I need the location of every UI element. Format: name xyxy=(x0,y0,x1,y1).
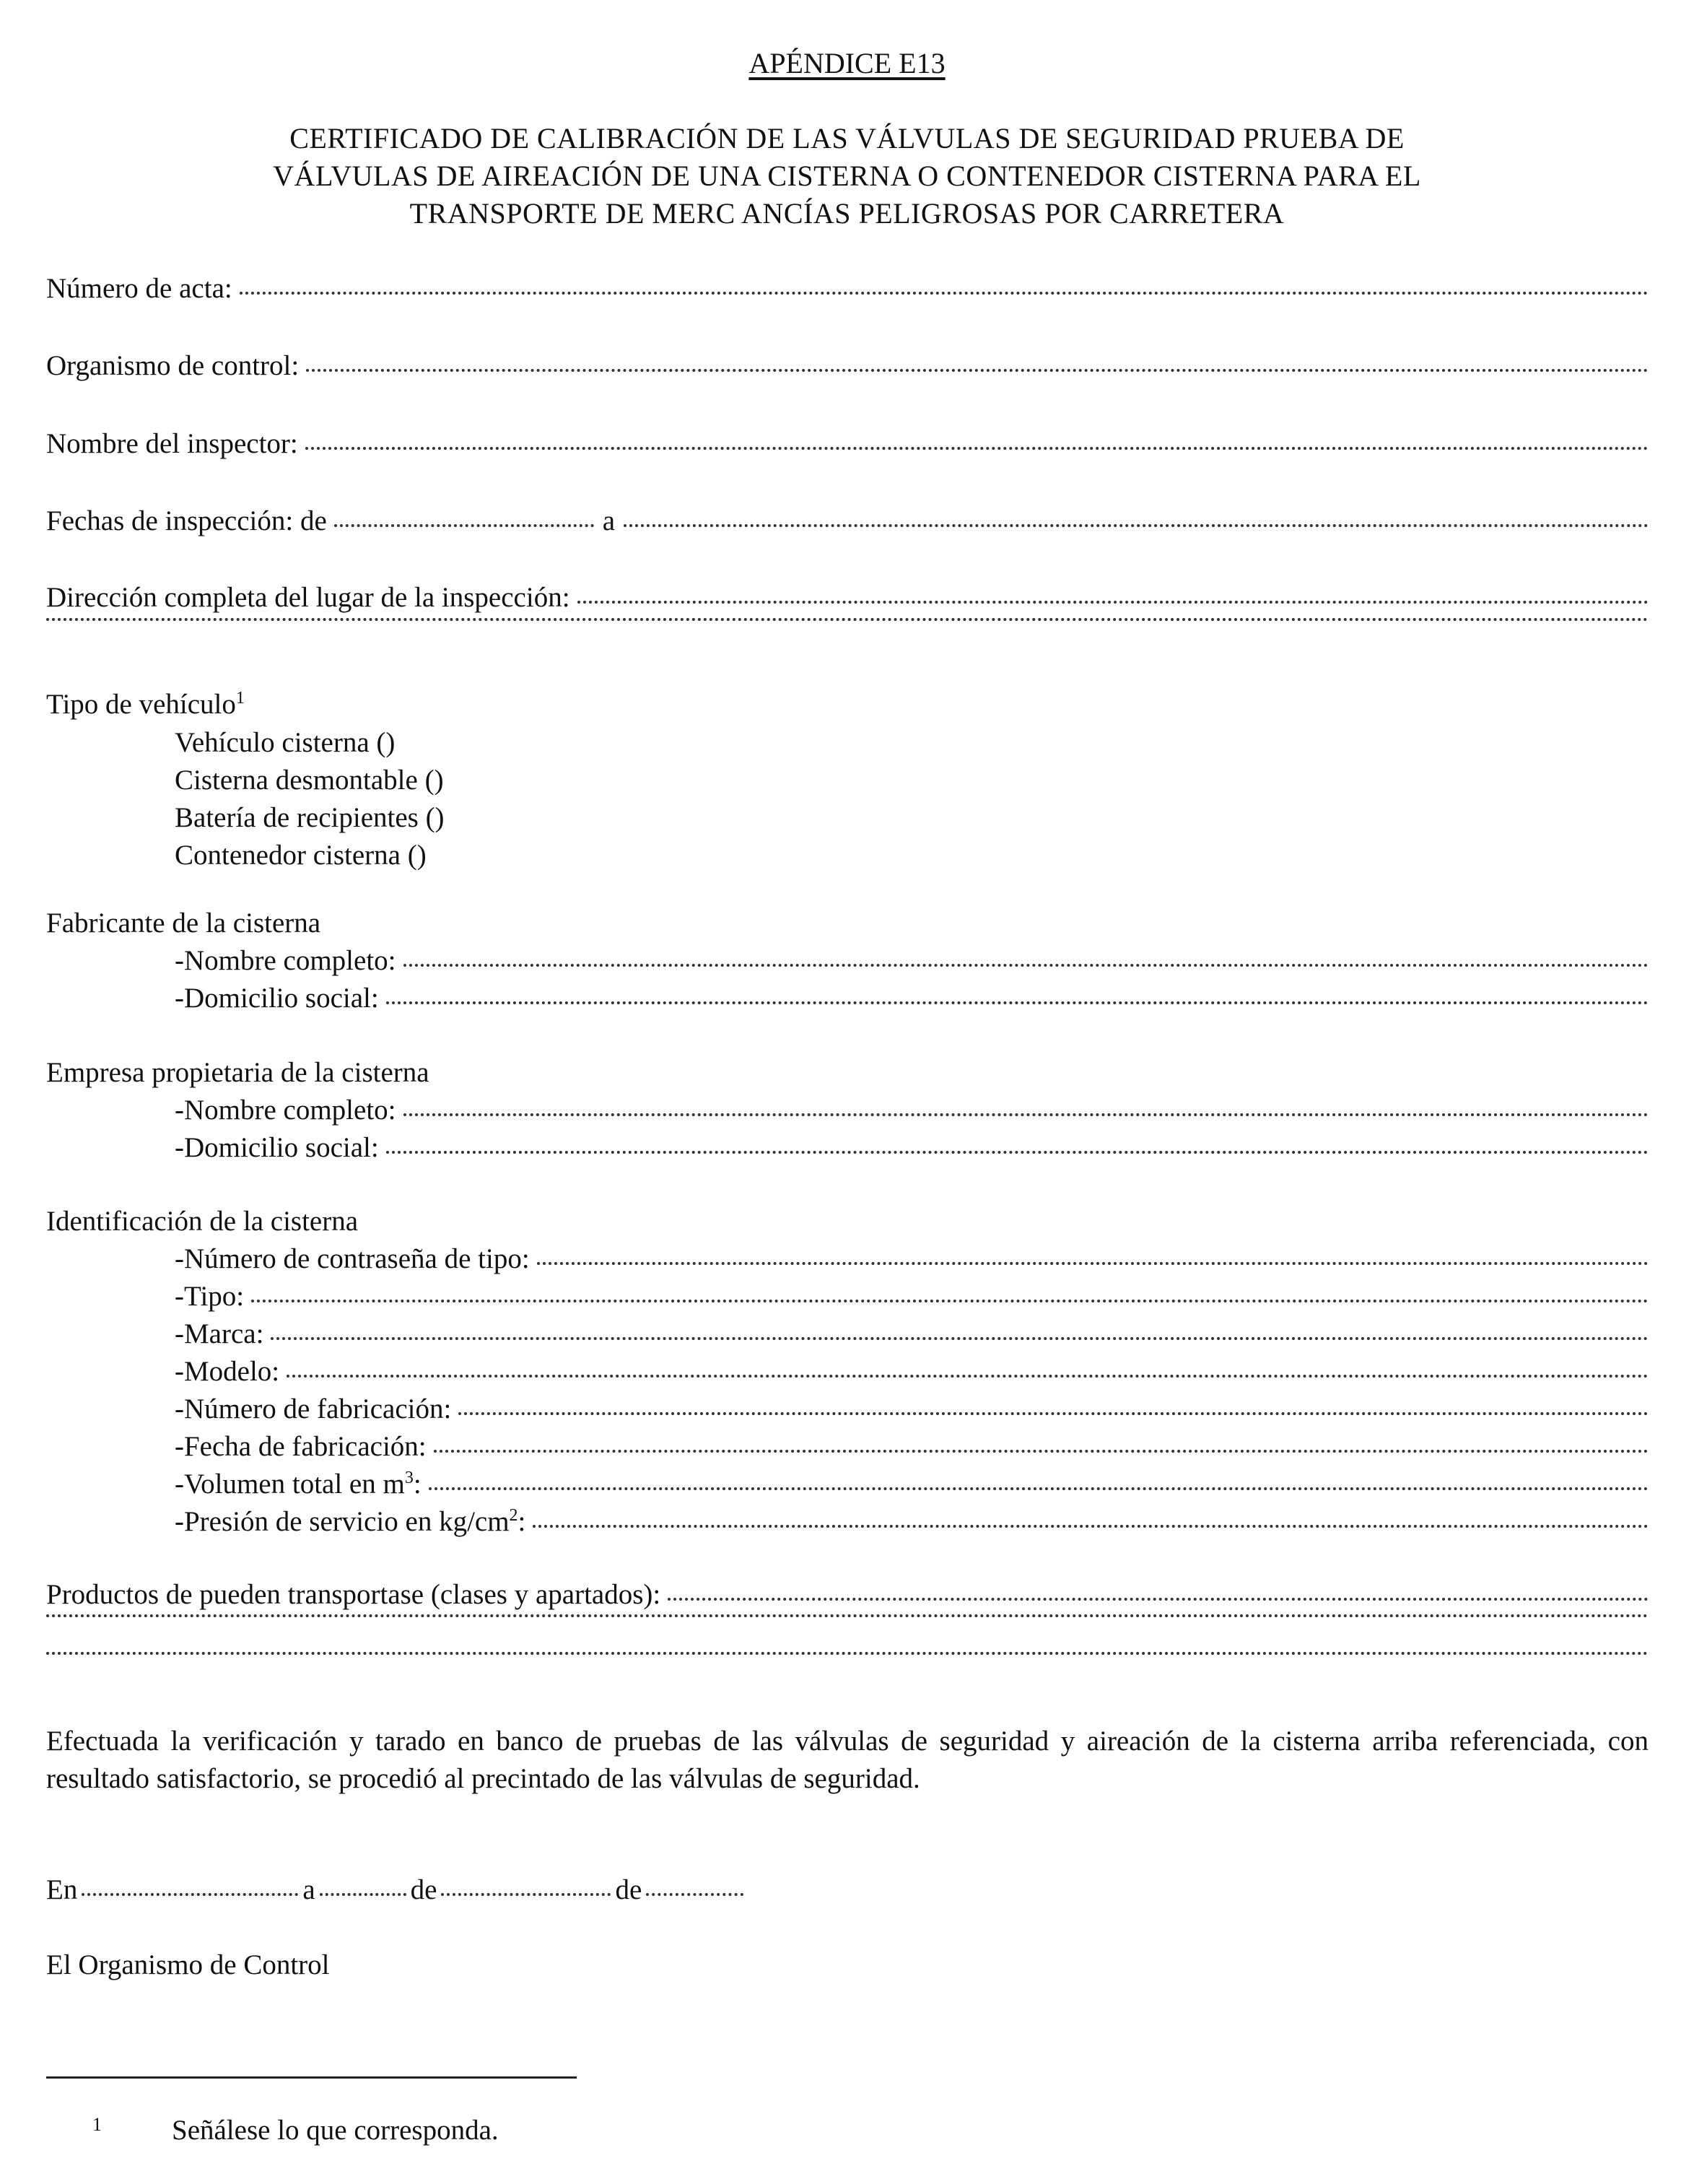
identificacion-heading: Identificación de la cisterna xyxy=(46,1206,359,1237)
inspector-line[interactable] xyxy=(305,444,1649,450)
fechas-label: Fechas de inspección: de xyxy=(46,505,327,536)
field-fechas-inspeccion xyxy=(46,503,1649,539)
field-direccion-cont xyxy=(46,618,1649,624)
numero-acta-line[interactable] xyxy=(240,289,1649,295)
date-a-label: a xyxy=(302,1874,315,1905)
fabricante-nombre-line[interactable] xyxy=(403,961,1649,967)
vehicle-type-label: Tipo de vehículo xyxy=(46,689,236,720)
field-productos-cont-1 xyxy=(46,1614,1649,1620)
footnote-ref: 1 xyxy=(235,689,245,708)
marca-label: -Marca: xyxy=(175,1318,264,1349)
field-contrasena-tipo xyxy=(175,1241,1649,1277)
fecha-desde-line[interactable] xyxy=(334,521,594,527)
vehicle-type-heading xyxy=(46,687,245,723)
tipo-label: -Tipo: xyxy=(175,1281,245,1312)
organismo-control-label: Organismo de control: xyxy=(46,350,300,381)
productos-line-1[interactable] xyxy=(668,1595,1649,1601)
field-propietaria-nombre xyxy=(175,1092,1649,1128)
date-day-line[interactable] xyxy=(320,1890,406,1896)
date-de2-label: de xyxy=(615,1874,642,1905)
propietaria-heading: Empresa propietaria de la cisterna xyxy=(46,1057,429,1088)
productos-label: Productos de pueden transportase (clases y apartados): xyxy=(46,1579,661,1610)
footnote-text: Señálese lo que corresponda. xyxy=(172,2115,499,2146)
tipo-line[interactable] xyxy=(251,1297,1649,1302)
date-year-line[interactable] xyxy=(646,1890,743,1896)
propietaria-nombre-label: -Nombre completo: xyxy=(175,1095,396,1126)
signature-label: El Organismo de Control xyxy=(46,1949,330,1980)
field-organismo-control xyxy=(46,348,1649,384)
field-numero-fabricacion xyxy=(175,1391,1649,1427)
field-inspector xyxy=(46,426,1649,462)
presion-exponent: 2 xyxy=(509,1506,518,1525)
numero-fabricacion-line[interactable] xyxy=(458,1409,1649,1415)
vehicle-option-vehiculo-cisterna[interactable]: Vehículo cisterna () xyxy=(175,727,396,758)
field-presion-servicio xyxy=(175,1504,1649,1540)
fabricante-heading: Fabricante de la cisterna xyxy=(46,908,321,939)
volumen-exponent: 3 xyxy=(404,1469,414,1487)
propietaria-domicilio-line[interactable] xyxy=(386,1148,1649,1154)
vehicle-option-contenedor-cisterna[interactable]: Contenedor cisterna () xyxy=(175,840,427,871)
inspector-label: Nombre del inspector: xyxy=(46,428,298,459)
presion-servicio-label: -Presión de servicio en $kg/cm^2$: xyxy=(175,1506,526,1537)
direccion-line-1[interactable] xyxy=(577,598,1649,604)
date-month-line[interactable] xyxy=(441,1890,611,1896)
propietaria-nombre-line[interactable] xyxy=(403,1110,1649,1116)
presion-servicio-line[interactable] xyxy=(533,1522,1649,1528)
numero-acta-label: Número de acta: xyxy=(46,273,232,304)
fecha-hasta-line[interactable] xyxy=(624,521,1649,527)
contrasena-tipo-label: -Número de contraseña de tipo: xyxy=(175,1243,530,1274)
footnote-mark: 1 xyxy=(92,2114,102,2135)
title-line-2: VÁLVULAS DE AIREACIÓN DE UNA CISTERNA O CONTENEDOR CISTERNA PARA EL xyxy=(273,160,1421,192)
modelo-line[interactable] xyxy=(287,1372,1649,1378)
footnote xyxy=(92,2107,499,2149)
field-fecha-fabricacion xyxy=(175,1429,1649,1465)
title-line-1: CERTIFICADO DE CALIBRACIÓN DE LAS VÁLVULAS DE SEGURIDAD PRUEBA DE xyxy=(289,122,1405,155)
document-title xyxy=(0,120,1694,232)
direccion-line-2[interactable] xyxy=(46,615,1649,621)
appendix-title: APÉNDICE E13 xyxy=(748,47,946,79)
volumen-total-line[interactable] xyxy=(429,1484,1649,1490)
fabricante-domicilio-label: -Domicilio social: xyxy=(175,983,379,1014)
fecha-fabricacion-line[interactable] xyxy=(434,1447,1649,1453)
field-direccion xyxy=(46,580,1649,616)
fecha-fabricacion-label: -Fecha de fabricación: xyxy=(175,1431,427,1462)
presion-text: -Presión de servicio en kg/cm xyxy=(175,1506,510,1537)
productos-line-2[interactable] xyxy=(46,1611,1649,1617)
direccion-label: Dirección completa del lugar de la inspección: xyxy=(46,582,570,613)
declaration-paragraph: Efectuada la verificación y tarado en banco de pruebas de las válvulas de seguridad y aireación de la cisterna arriba referenciada, con resultado satisfactorio, se procedió al precintado de las válvulas de seguridad. xyxy=(46,1726,1649,1794)
date-line xyxy=(46,1872,748,1908)
fabricante-nombre-label: -Nombre completo: xyxy=(175,945,396,976)
date-place-line[interactable] xyxy=(82,1890,298,1896)
field-productos-cont-2 xyxy=(46,1652,1649,1658)
fechas-a-label: a xyxy=(602,505,616,536)
field-fabricante-domicilio xyxy=(175,980,1649,1017)
modelo-label: -Modelo: xyxy=(175,1356,280,1387)
propietaria-domicilio-label: -Domicilio social: xyxy=(175,1132,379,1163)
date-de1-label: de xyxy=(410,1874,437,1905)
volumen-total-label: -Volumen total en $m^3$: xyxy=(175,1469,422,1500)
field-marca xyxy=(175,1316,1649,1352)
field-tipo xyxy=(175,1279,1649,1315)
volumen-text: -Volumen total en m xyxy=(175,1469,405,1500)
footnote-divider xyxy=(46,2076,577,2079)
vehicle-option-bateria-recipientes[interactable]: Batería de recipientes () xyxy=(175,802,445,833)
fabricante-domicilio-line[interactable] xyxy=(386,999,1649,1004)
productos-line-3[interactable] xyxy=(46,1649,1649,1655)
organismo-control-line[interactable] xyxy=(306,366,1649,372)
field-fabricante-nombre xyxy=(175,943,1649,979)
field-productos xyxy=(46,1577,1649,1613)
title-line-3: TRANSPORTE DE MERC ANCÍAS PELIGROSAS POR CARRETERA xyxy=(409,197,1285,230)
field-propietaria-domicilio xyxy=(175,1130,1649,1166)
field-volumen-total xyxy=(175,1466,1649,1502)
numero-fabricacion-label: -Número de fabricación: xyxy=(175,1393,452,1424)
contrasena-tipo-line[interactable] xyxy=(537,1259,1649,1265)
date-en-label: En xyxy=(46,1874,78,1905)
vehicle-option-cisterna-desmontable[interactable]: Cisterna desmontable () xyxy=(175,765,444,796)
marca-line[interactable] xyxy=(271,1334,1649,1340)
field-modelo xyxy=(175,1354,1649,1390)
field-numero-acta xyxy=(46,271,1649,307)
